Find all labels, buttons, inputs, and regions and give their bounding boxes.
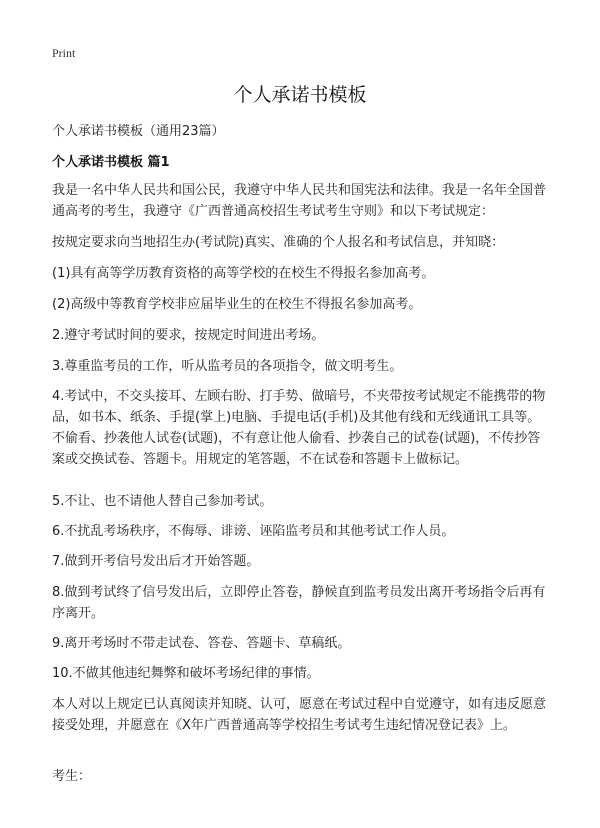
paragraph-rule-9: 9.离开考场时不带走试卷、答卷、答题卡、草稿纸。 <box>52 636 351 651</box>
paragraph-rule-10: 10.不做其他违纪舞弊和破坏考场纪律的事情。 <box>52 666 320 681</box>
paragraph-registration: 按规定要求向当地招生办(考试院)真实、准确的个人报名和考试信息，并知晓： <box>52 235 505 250</box>
paragraph-rule-2: 2.遵守考试时间的要求，按规定时间进出考场。 <box>52 328 325 343</box>
paragraph-rule-8: 8.做到考试终了信号发出后，立即停止答卷，静候直到监考员发出离开考场指令后再有序离开。 <box>52 585 546 621</box>
paragraph-declaration: 本人对以上规定已认真阅读并知晓、认可，愿意在考试过程中自觉遵守，如有违反愿意接受处理，并愿意在《X年广西普通高等学校招生考试考生违纪情况登记表》上。 <box>52 697 547 733</box>
paragraph-rule-6: 6.不扰乱考场秩序，不侮辱、诽谤、诬陷监考员和其他考试工作人员。 <box>52 524 455 539</box>
document-subtitle: 个人承诺书模板（通用23篇） <box>52 124 225 139</box>
print-link[interactable]: Print <box>52 46 76 60</box>
paragraph-intro: 我是一名中华人民共和国公民，我遵守中华人民共和国宪法和法律。我是一名年全国普通高考的考生，我遵守《广西普通高校招生考试考生守则》和以下考试规定： <box>52 183 547 219</box>
paragraph-rule-4: 4.考试中，不交头接耳、左顾右盼、打手势、做暗号，不夹带按考试规定不能携带的物品，如书本、纸条、手提(掌上)电脑、手提电话(手机)及其他有线和无线通讯工具等。不偷看、抄袭他人试卷(试题)，不有意让他人偷看、抄袭自己的试卷(试题)，不传抄答案或交换试卷、答题卡。用规定的笔答题，不在试卷和答题卡上做标记。 <box>52 389 546 467</box>
paragraph-rule-5: 5.不让、也不请他人替自己参加考试。 <box>52 494 273 509</box>
paragraph-rule-1-1: (1)具有高等学历教育资格的高等学校的在校生不得报名参加高考。 <box>52 266 435 281</box>
page-title: 个人承诺书模板 <box>233 84 367 106</box>
paragraph-rule-7: 7.做到开考信号发出后才开始答题。 <box>52 554 260 569</box>
section-heading: 个人承诺书模板 篇1 <box>52 155 170 170</box>
paragraph-examinee: 考生： <box>52 769 92 784</box>
paragraph-rule-1-2: (2)高级中等教育学校非应届毕业生的在校生不得报名参加高考。 <box>52 297 422 312</box>
paragraph-rule-3: 3.尊重监考员的工作，听从监考员的各项指令，做文明考生。 <box>52 359 403 374</box>
